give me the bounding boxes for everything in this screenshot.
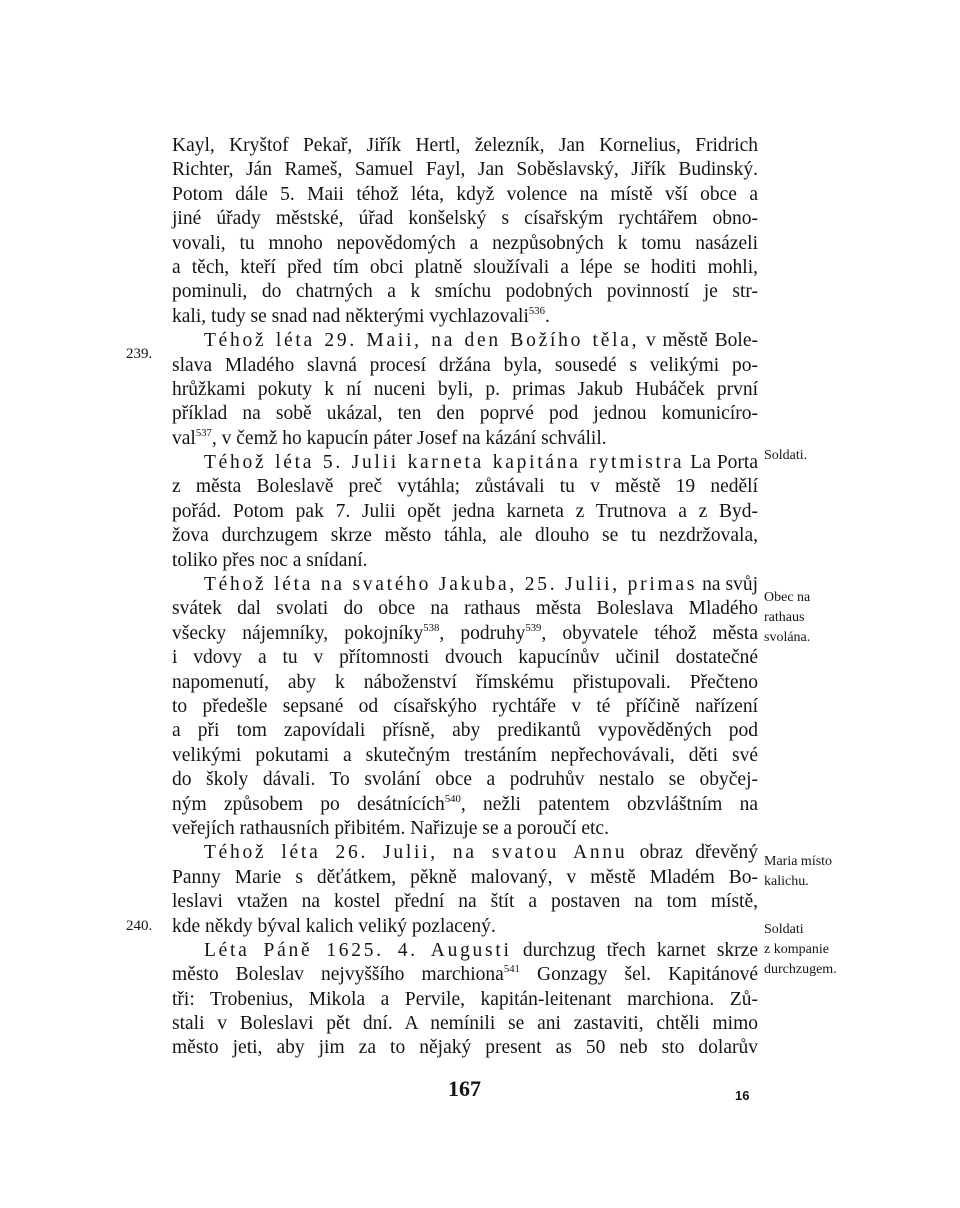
margin-note: Maria místo kalichu. (764, 854, 833, 889)
footnote-ref: 537 (195, 426, 212, 439)
text-line: Potom dále 5. Maii téhož léta, když volence na místě vší obce a (172, 183, 758, 205)
text-line: tři: Trobenius, Mikola a Pervile, kapitán-leitenant marchiona. Zů- (172, 988, 758, 1010)
paragraph-start: Téhož léta 29. Maii, na den Božího těla, v městě Bole- (204, 330, 758, 352)
margin-note: Soldati. (764, 448, 808, 463)
text-line: velikými pokutami a skutečným trestáním nepřechovávali, děti své (172, 744, 758, 766)
text-line: do školy dávali. To svolání obce a podruhův nestalo se obyčej- (172, 769, 758, 791)
text-line: val$^{537}$, v čemž ho kapucín páter Josef na kázání schválil. (172, 426, 607, 449)
text-line: pořád. Potom pak 7. Julii opět jedna karneta z Trutnova a z Byd- (172, 500, 758, 522)
text-line: slava Mladého slavná procesí držána byla, sousedé s velikými po- (172, 354, 758, 376)
text-line: napomenutí, aby k náboženství římskému přistupovali. Přečteno (172, 671, 758, 693)
text-line: vovali, tu mnoho nepovědomých a nezpůsobných k tomu nasázeli (172, 232, 758, 254)
text-line: leslavi vtažen na kostel přední na štít a postaven na tom místě, (172, 891, 758, 913)
footnote-ref: 539 (525, 621, 542, 634)
text-line: svátek dal svolati do obce na rathaus města Boleslava Mladého (172, 598, 758, 620)
paragraph-start: Léta Páně 1625. 4. Augusti durchzug třech karnet skrze (204, 939, 758, 961)
text-line: jiné úřady městské, úřad konšelský s císařským rychtářem obno- (172, 208, 758, 230)
text-line: a těch, kteří před tím obci platně sloužívali a lépe se hoditi mohli, (172, 256, 758, 278)
paragraph-start: Téhož léta 5. Julii karneta kapitána rytmistra La Porta (204, 452, 758, 474)
text-line: Kayl, Kryštof Pekař, Jiřík Hertl, železník, Jan Kornelius, Fridrich (172, 135, 758, 156)
text-line: město jeti, aby jim za to nějaký present as 50 neb sto dolarův (172, 1037, 758, 1059)
footnote-ref: 538 (423, 621, 440, 634)
text-line: ným způsobem po desátnících$^{540}$, nežli patentem obzvláštním na (172, 792, 758, 815)
text-line: toliko přes noc a snídaní. (172, 549, 368, 571)
main-text (172, 134, 758, 1061)
text-line: Panny Marie s děťátkem, pěkně malovaný, v městě Mladém Bo- (172, 866, 758, 888)
text-line: kali, tudy se snad nad některými vychlazovali$^{536}$. (172, 304, 550, 327)
text-line: příklad na sobě ukázal, ten den poprvé pod jednou komunicíro- (172, 403, 758, 425)
text-line: žova durchzugem skrze město táhla, ale dlouho se tu nezdržovala, (172, 525, 758, 547)
text-line: a při tom zapovídali přísně, aby predikantů vypověděných pod (172, 720, 758, 742)
text-line: město Boleslav nejvyššího marchiona$^{541}$ Gonzagy šel. Kapitánové (172, 963, 758, 986)
text-line: Richter, Ján Rameš, Samuel Fayl, Jan Soběslavský, Jiřík Budinský. (172, 159, 758, 181)
text-line: pominuli, do chatrných a k smíchu podobných povinností je str- (172, 281, 758, 303)
printer-signature: 16 (735, 1088, 750, 1103)
text-line: veřejích rathausních přibitém. Nařizuje se a poroučí etc. (172, 817, 609, 839)
paragraph-start: Téhož léta 26. Julii, na svatou Annu obraz dřevěný (204, 842, 759, 864)
text-line: hrůžkami pokuty k ní nuceni byli, p. primas Jakub Hubáček první (172, 378, 758, 400)
text-line: stali v Boleslavi pět dní. A nemínili se ani zastaviti, chtěli mimo (172, 1013, 758, 1035)
text-line: všecky nájemníky, pokojníky$^{538}$, podruhy$^{539}$, obyvatele téhož města (172, 621, 759, 644)
paragraph-start: Téhož léta na svatého Jakuba, 25. Julii, primas na svůj (204, 574, 758, 596)
item-number: 239. (126, 346, 153, 362)
footnote-ref: 540 (444, 792, 461, 805)
text-line: i vdovy a tu v přítomnosti dvouch kapucínův učinil dostatečné (172, 647, 758, 669)
text-line: to předešle sepsané od císařskýho rychtáře v té příčině nařízení (172, 695, 758, 717)
margin-note: Obec na rathaus svolána. (764, 590, 811, 645)
footnote-ref: 541 (503, 963, 520, 976)
footnote-ref: 536 (528, 304, 545, 317)
text-line: kde někdy býval kalich veliký pozlacený. (172, 915, 496, 937)
margin-note: Soldati z kompanie durchzugem. (764, 922, 837, 977)
page-number: 167 (448, 1076, 481, 1101)
item-number: 240. (126, 918, 153, 934)
text-line: z města Boleslavě preč vytáhla; zůstávali tu v městě 19 nedělí (172, 476, 758, 498)
